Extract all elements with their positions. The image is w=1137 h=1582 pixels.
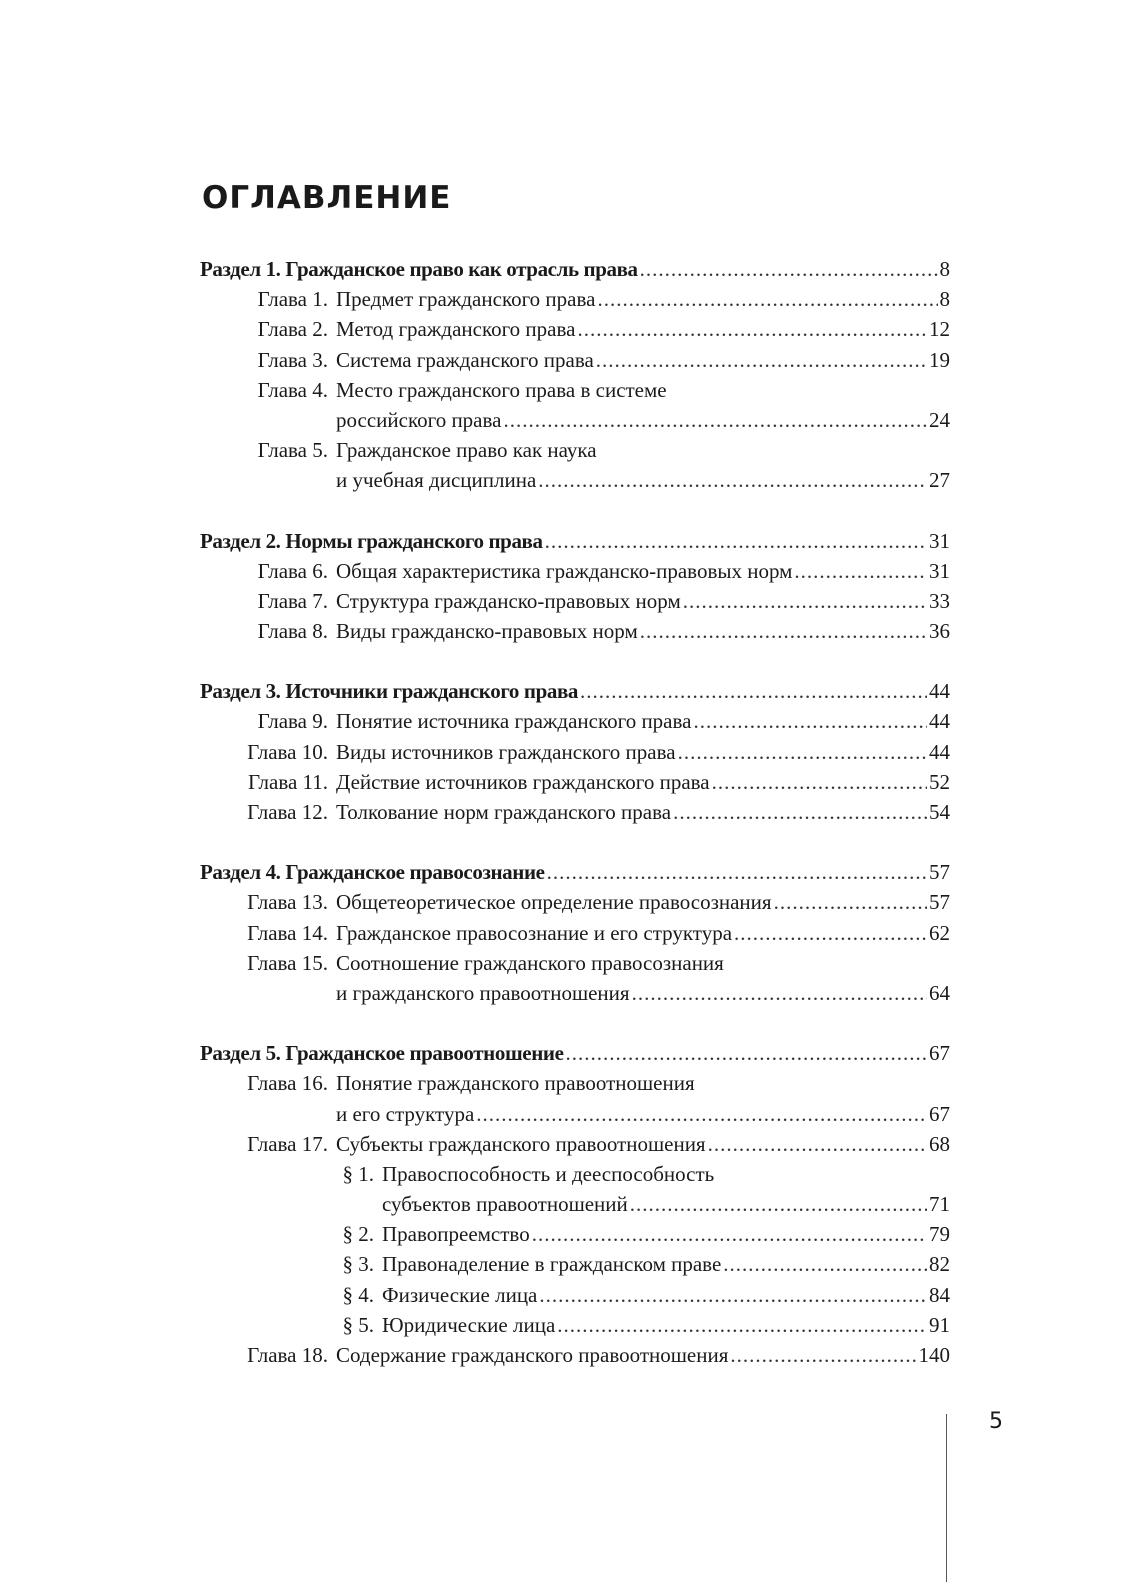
dot-leader [632, 978, 927, 1008]
toc-chapter[interactable] [200, 918, 950, 948]
toc-section-heading[interactable] [200, 526, 950, 556]
entry-label: § 3. [342, 1252, 374, 1277]
entry-title: Содержание гражданского правоотношения [336, 1343, 729, 1367]
entry-page: 27 [929, 468, 950, 493]
toc-chapter[interactable] [200, 556, 950, 586]
toc-chapter[interactable] [200, 1068, 950, 1098]
entry-label: Глава 2. [257, 317, 328, 342]
toc-section [200, 676, 950, 827]
entry-title: Общая характеристика гражданско-правовых норм [336, 558, 793, 583]
toc-paragraph-continued[interactable] [200, 1189, 950, 1219]
table-of-contents [200, 254, 950, 1400]
toc-chapter[interactable] [200, 284, 950, 314]
entry-page: 44 [929, 739, 950, 764]
entry-title: Раздел 1. Гражданское право как отрасль права [200, 257, 638, 281]
entry-page: 79 [929, 1222, 950, 1247]
toc-chapter[interactable] [200, 314, 950, 344]
dot-leader [640, 254, 938, 284]
toc-chapter[interactable] [200, 706, 950, 736]
entry-label: Глава 1. [257, 287, 328, 312]
entry-page: 57 [929, 860, 950, 885]
entry-label: Глава 18. [247, 1343, 328, 1367]
entry-label: § 5. [342, 1312, 374, 1337]
entry-title: Правоспособность и дееспособность [382, 1161, 715, 1186]
toc-chapter[interactable] [200, 375, 950, 405]
toc-chapter[interactable] [200, 1340, 950, 1370]
toc-section-heading[interactable] [200, 676, 950, 706]
entry-page: 31 [929, 528, 950, 553]
entry-title: российского права [336, 407, 502, 432]
toc-title: ОГЛАВЛЕНИЕ [202, 180, 452, 216]
dot-leader [547, 857, 927, 887]
entry-page: 19 [929, 347, 950, 372]
toc-chapter-continued[interactable] [200, 1099, 950, 1129]
entry-label: Глава 15. [247, 950, 328, 975]
entry-page: 8 [939, 287, 950, 312]
entry-label: Глава 17. [247, 1131, 328, 1156]
entry-title: и учебная дисциплина [336, 468, 537, 493]
page-number: 5 [989, 1409, 1003, 1434]
entry-page: 84 [929, 1282, 950, 1307]
toc-section [200, 857, 950, 1008]
entry-label: Глава 6. [257, 558, 328, 583]
toc-chapter-continued[interactable] [200, 405, 950, 435]
dot-leader [539, 1280, 927, 1310]
dot-leader [734, 918, 927, 948]
dot-leader [630, 1189, 927, 1219]
entry-title: Гражданское право как наука [336, 438, 597, 463]
toc-paragraph[interactable] [200, 1219, 950, 1249]
toc-chapter[interactable] [200, 767, 950, 797]
toc-paragraph[interactable] [200, 1249, 950, 1279]
entry-label: Глава 10. [247, 739, 328, 764]
entry-title: Виды гражданско-правовых норм [336, 619, 638, 644]
entry-title: Физические лица [382, 1282, 538, 1307]
entry-title: Понятие гражданского правоотношения [336, 1071, 695, 1096]
dot-leader [673, 797, 927, 827]
entry-page: 54 [929, 800, 950, 824]
entry-title: Раздел 5. Гражданское правоотношение [200, 1041, 564, 1066]
entry-label: Глава 4. [257, 377, 328, 402]
entry-title: Правонаделение в гражданском праве [382, 1252, 722, 1277]
entry-label: Глава 14. [247, 920, 328, 945]
dot-leader [794, 556, 927, 586]
dot-leader [476, 1099, 927, 1129]
dot-leader [597, 284, 937, 314]
dot-leader [503, 405, 927, 435]
toc-chapter[interactable] [200, 586, 950, 616]
toc-chapter[interactable] [200, 887, 950, 917]
entry-page: 57 [929, 890, 950, 915]
entry-page: 33 [929, 588, 950, 613]
dot-leader [730, 1340, 916, 1370]
entry-title: Гражданское правосознание и его структура [336, 920, 733, 945]
toc-section [200, 526, 950, 647]
entry-page: 24 [929, 407, 950, 432]
toc-chapter[interactable] [200, 1129, 950, 1159]
entry-label: Глава 16. [247, 1071, 328, 1096]
toc-section [200, 1038, 950, 1370]
toc-chapter[interactable] [200, 797, 950, 827]
toc-section [200, 254, 950, 496]
entry-title: Метод гражданского права [336, 317, 576, 342]
entry-label: Глава 11. [247, 769, 328, 794]
dot-leader [708, 1129, 927, 1159]
entry-page: 44 [929, 709, 950, 734]
entry-page: 8 [939, 257, 950, 281]
dot-leader [538, 465, 927, 495]
toc-chapter[interactable] [200, 737, 950, 767]
dot-leader [712, 767, 927, 797]
entry-title: Толкование норм гражданского права [336, 800, 672, 824]
entry-title: Виды источников гражданского права [336, 739, 676, 764]
entry-title: Субъекты гражданского правоотношения [336, 1131, 706, 1156]
entry-page: 12 [929, 317, 950, 342]
dot-leader [580, 676, 927, 706]
dot-leader [566, 1038, 927, 1068]
toc-section-heading[interactable] [200, 254, 950, 284]
toc-paragraph[interactable] [200, 1310, 950, 1340]
dot-leader [723, 1249, 927, 1279]
entry-title: Общетеоретическое определение правосознания [336, 890, 772, 915]
toc-chapter[interactable] [200, 616, 950, 646]
entry-page: 67 [929, 1041, 950, 1066]
entry-label: Глава 8. [257, 619, 328, 644]
entry-page: 44 [929, 679, 950, 704]
entry-page: 62 [929, 920, 950, 945]
entry-title: Система гражданского права [336, 347, 594, 372]
entry-page: 71 [929, 1192, 950, 1217]
toc-chapter[interactable] [200, 435, 950, 465]
entry-label: Глава 5. [257, 438, 328, 463]
entry-page: 140 [918, 1343, 950, 1367]
entry-title: и гражданского правоотношения [336, 980, 630, 1005]
entry-label: § 2. [342, 1222, 374, 1247]
dot-leader [774, 887, 927, 917]
dot-leader [545, 526, 927, 556]
entry-label: Глава 9. [257, 709, 328, 734]
dot-leader [577, 314, 927, 344]
entry-page: 64 [929, 980, 950, 1005]
entry-title: Предмет гражданского права [336, 287, 596, 312]
dot-leader [640, 616, 927, 646]
toc-chapter[interactable] [200, 345, 950, 375]
entry-page: 82 [929, 1252, 950, 1277]
entry-page: 91 [929, 1312, 950, 1337]
toc-chapter-continued[interactable] [200, 465, 950, 495]
toc-section-heading[interactable] [200, 1038, 950, 1068]
entry-title: Правопреемство [382, 1222, 530, 1247]
entry-label: Глава 13. [247, 890, 328, 915]
dot-leader [596, 345, 927, 375]
toc-chapter-continued[interactable] [200, 978, 950, 1008]
entry-page: 52 [929, 769, 950, 794]
toc-chapter[interactable] [200, 948, 950, 978]
entry-title: Структура гражданско-правовых норм [336, 588, 681, 613]
entry-label: Глава 3. [257, 347, 328, 372]
dot-leader [532, 1219, 927, 1249]
entry-title: субъектов правоотношений [382, 1192, 628, 1217]
entry-title: Соотношение гражданского правосознания [336, 950, 724, 975]
entry-title: Действие источников гражданского права [336, 769, 710, 794]
entry-title: Раздел 2. Нормы гражданского права [200, 528, 543, 553]
entry-label: § 1. [342, 1161, 374, 1186]
dot-leader [683, 586, 927, 616]
entry-label: Глава 12. [247, 800, 328, 824]
toc-section-heading[interactable] [200, 857, 950, 887]
entry-title: Юридические лица [382, 1312, 556, 1337]
entry-title: Место гражданского права в системе [336, 377, 667, 402]
entry-page: 68 [929, 1131, 950, 1156]
toc-paragraph[interactable] [200, 1280, 950, 1310]
dot-leader [557, 1310, 927, 1340]
entry-title: Раздел 3. Источники гражданского права [200, 679, 578, 704]
entry-page: 36 [929, 619, 950, 644]
toc-paragraph[interactable] [200, 1159, 950, 1189]
entry-label: § 4. [342, 1282, 374, 1307]
entry-title: Раздел 4. Гражданское правосознание [200, 860, 545, 885]
entry-label: Глава 7. [257, 588, 328, 613]
dot-leader [693, 706, 927, 736]
footer-rule [946, 1414, 947, 1582]
entry-page: 31 [929, 558, 950, 583]
entry-title: Понятие источника гражданского права [336, 709, 692, 734]
entry-title: и его структура [336, 1101, 475, 1126]
entry-page: 67 [929, 1101, 950, 1126]
dot-leader [678, 737, 927, 767]
